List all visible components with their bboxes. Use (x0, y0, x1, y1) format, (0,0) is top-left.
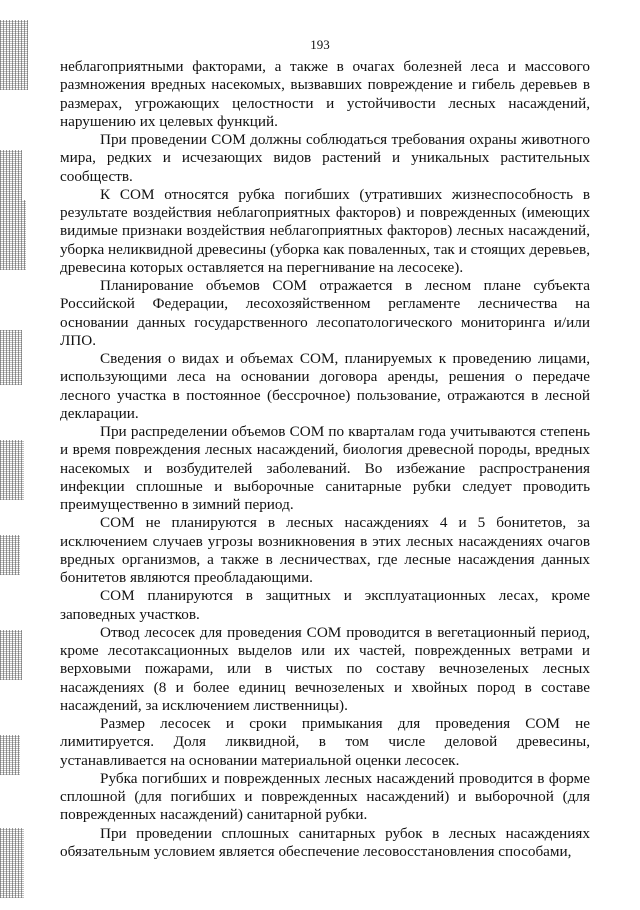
scan-noise (0, 440, 24, 500)
scan-noise (0, 20, 28, 90)
scan-noise (0, 200, 26, 270)
paragraph: Отвод лесосек для проведения СОМ проводится в вегетационный период, кроме лесотаксационных выделов или их частей, поврежденных ветрами и верховыми пожарами, или в чистых по составу вечнозеленых лесных насаждениях (8 и более единиц вечнозеленых и хвойных пород в составе насаждений, за исключением лиственницы). (60, 623, 590, 714)
paragraph: К СОМ относятся рубка погибших (утративших жизнеспособность в результате воздействия неблагоприятных факторов) и поврежденных (имеющих видимые признаки воздействия неблагоприятных факторов) лесных насаждений, уборка неликвидной древесины (уборка как поваленных, так и стоящих деревьев, древесина которых оставляется на перегнивание на лесосеке). (60, 185, 590, 276)
paragraph: Планирование объемов СОМ отражается в лесном плане субъекта Российской Федерации, лесохозяйственном регламенте лесничества на основании данных государственного лесопатологического мониторинга и/или ЛПО. (60, 277, 590, 349)
scan-noise (0, 630, 22, 680)
paragraph: СОМ не планируются в лесных насаждениях 4 и 5 бонитетов, за исключением случаев угрозы возникновения в этих лесных насаждениях очагов вредных организмов, а также в лесничествах, где лесные насаждения данных бонитетов являются преобладающими. (60, 514, 590, 586)
document-body (60, 58, 590, 861)
scan-noise (0, 828, 24, 898)
scan-noise (0, 150, 22, 200)
paragraph: неблагоприятными факторами, а также в очагах болезней леса и массового размножения вредных насекомых, вызвавших повреждение и гибель деревьев в размерах, угрожающих целостности и устойчивости лесных насаждений, нарушению их целевых функций. (60, 58, 590, 130)
scan-noise (0, 535, 20, 575)
paragraph: Размер лесосек и сроки примыкания для проведения СОМ не лимитируется. Доля ликвидной, в том числе деловой древесины, устанавливается на основании материальной оценки лесосек. (60, 715, 590, 769)
scan-noise (0, 735, 20, 775)
paragraph: Сведения о видах и объемах СОМ, планируемых к проведению лицами, использующими леса на основании договора аренды, решения о передаче лесного участка в постоянное (бессрочное) пользование, отражаются в лесной декларации. (60, 350, 590, 422)
paragraph: При проведении сплошных санитарных рубок в лесных насаждениях обязательным условием является обеспечение лесовосстановления способами, (60, 824, 590, 860)
scan-noise (0, 330, 22, 385)
paragraph: При распределении объемов СОМ по кварталам года учитываются степень и время повреждения лесных насаждений, биология древесной породы, вредных насекомых и возбудителей заболеваний. Во избежание распространения инфекции сплошные и выборочные санитарные рубки следует проводить преимущественно в зимний период. (60, 423, 590, 513)
paragraph: СОМ планируются в защитных и эксплуатационных лесах, кроме заповедных участков. (60, 587, 590, 623)
page-number: 193 (310, 37, 330, 52)
scan-edge-artifact (0, 0, 34, 910)
paragraph: Рубка погибших и поврежденных лесных насаждений проводится в форме сплошной (для погибших и поврежденных насаждений) и выборочной (для поврежденных насаждений) санитарной рубки. (60, 769, 590, 824)
paragraph: При проведении СОМ должны соблюдаться требования охраны животного мира, редких и исчезающих видов растений и уникальных растительных сообществ. (60, 131, 590, 185)
